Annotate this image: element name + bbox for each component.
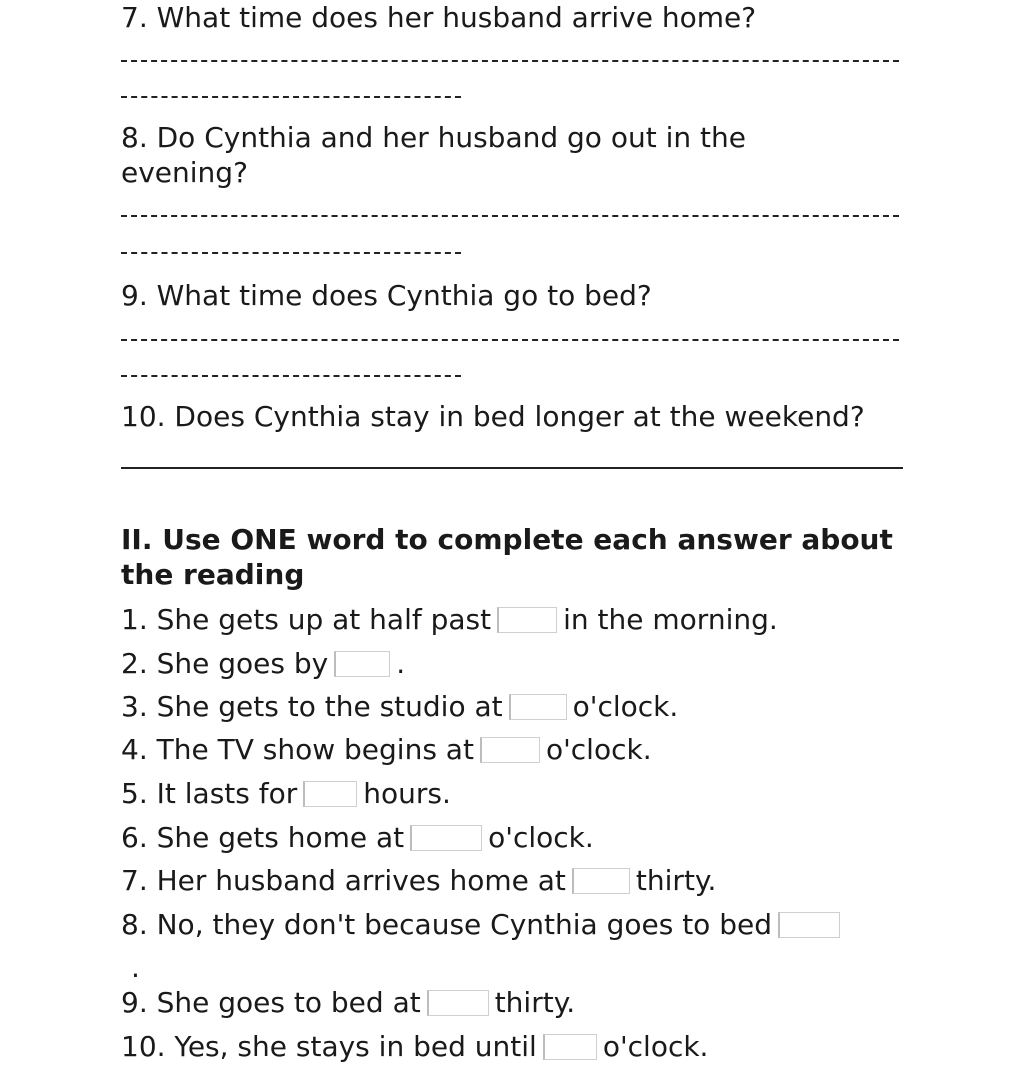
item-text-before: 9. She goes to bed at [121,986,421,1019]
fill-item-5 [121,776,451,811]
item-text-before: 1. She gets up at half past [121,603,492,636]
item-text-after: in the morning. [563,603,778,636]
blank-box[interactable] [497,607,557,633]
item-text-after: . [396,647,406,680]
answer-underline[interactable] [121,467,903,469]
item-text-after: hours. [363,777,451,810]
item-text-after: o'clock. [572,690,679,723]
blank-box[interactable] [778,912,840,938]
answer-line[interactable] [121,96,461,98]
item-text-before: 3. She gets to the studio at [121,690,503,723]
item-text-after: . [131,951,140,984]
blank-box[interactable] [303,781,357,807]
blank-box[interactable] [509,694,567,720]
fill-item-9 [121,985,575,1020]
fill-item-1 [121,602,778,637]
question-7: 7. What time does her husband arrive home? [121,1,757,34]
blank-box[interactable] [410,825,482,851]
question-8: 8. Do Cynthia and her husband go out in the evening? [121,121,746,189]
item-text-before: 2. She goes by [121,647,329,680]
fill-item-8 [121,907,846,942]
blank-box[interactable] [480,737,540,763]
fill-item-7 [121,863,716,898]
fill-item-3 [121,689,678,724]
blank-box[interactable] [543,1034,597,1060]
item-text-before: 8. No, they don't because Cynthia goes to bed [121,908,772,941]
fill-item-2 [121,646,405,681]
answer-line[interactable] [121,339,899,341]
answer-line[interactable] [121,215,899,217]
section-heading: II. Use ONE word to complete each answer about the reading [121,523,893,591]
item-text-before: 4. The TV show begins at [121,733,474,766]
item-text-before: 7. Her husband arrives home at [121,864,566,897]
item-text-after: o'clock. [545,733,652,766]
answer-line[interactable] [121,60,899,62]
fill-item-4 [121,732,652,767]
blank-box[interactable] [572,868,630,894]
item-text-after: o'clock. [488,821,594,854]
item-text-after: o'clock. [602,1030,709,1063]
answer-line[interactable] [121,252,461,254]
item-text-after: thirty. [635,864,717,897]
blank-box[interactable] [334,651,390,677]
answer-line[interactable] [121,375,461,377]
item-text-before: 5. It lasts for [121,777,298,810]
item-text-before: 6. She gets home at [121,821,405,854]
blank-box[interactable] [427,990,489,1016]
item-text-after: thirty. [494,986,576,1019]
question-9: 9. What time does Cynthia go to bed? [121,279,652,312]
question-10: 10. Does Cynthia stay in bed longer at the weekend? [121,400,865,433]
item-text-before: 10. Yes, she stays in bed until [121,1030,537,1063]
fill-item-10 [121,1029,708,1064]
fill-item-6 [121,820,594,855]
